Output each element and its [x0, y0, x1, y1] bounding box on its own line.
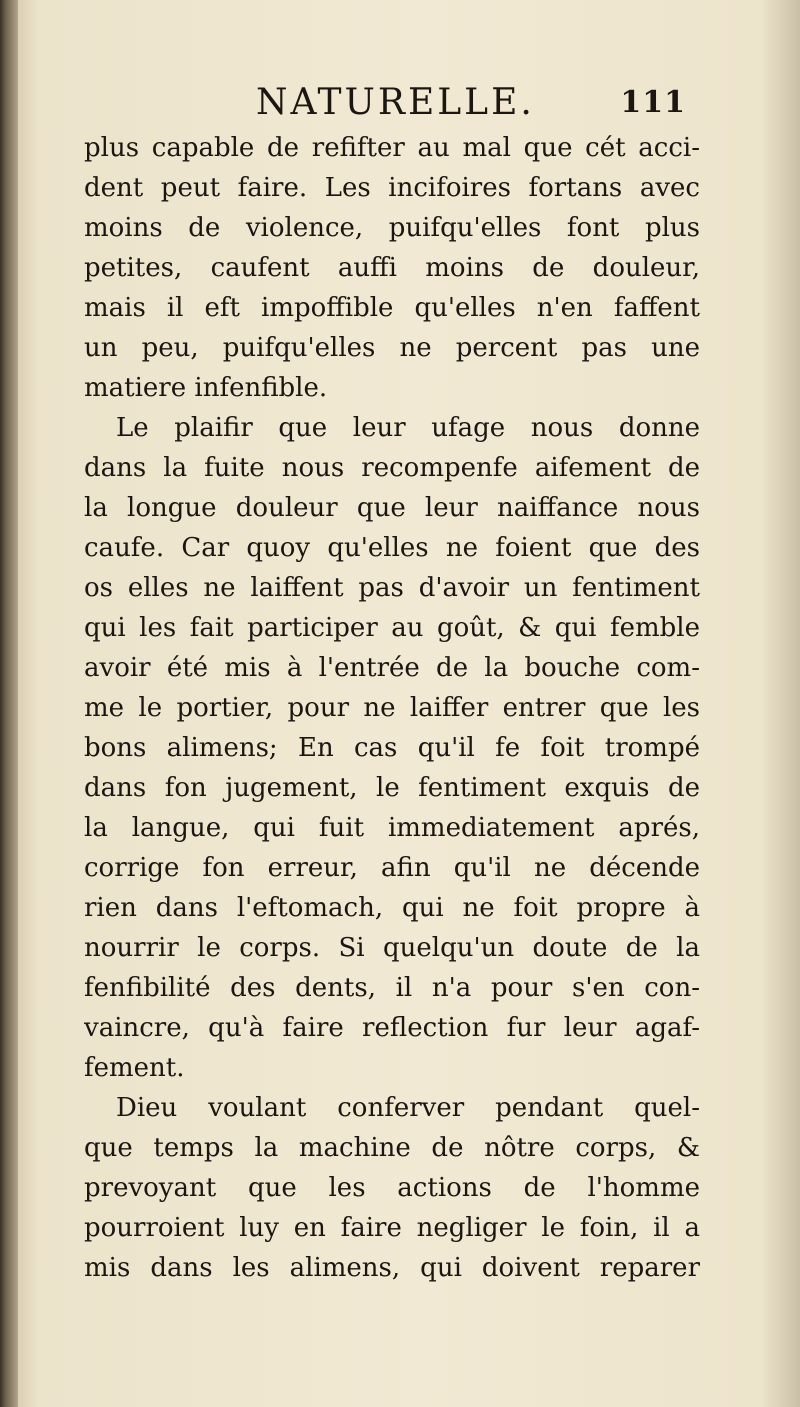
text-line: mis dans les alimens, qui doivent reparer	[84, 1253, 700, 1283]
page-number: 111	[620, 85, 686, 120]
text-line: fement.	[84, 1053, 185, 1083]
body-text	[84, 128, 700, 1288]
text-line: moins de violence, puifqu'elles font plus	[84, 213, 700, 243]
paragraph-3	[84, 1088, 700, 1288]
text-line: bons alimens; En cas qu'il fe foit trompé	[84, 733, 700, 763]
text-line: me le portier, pour ne laiffer entrer que les	[84, 693, 700, 723]
text-line: petites, caufent auffi moins de douleur,	[84, 253, 700, 283]
text-line: avoir été mis à l'entrée de la bouche com-	[84, 653, 700, 683]
text-line: Le plaifir que leur ufage nous donne	[116, 413, 700, 443]
paragraph-2	[84, 408, 700, 1088]
text-line: vaincre, qu'à faire reflection fur leur agaf-	[84, 1013, 700, 1043]
text-line: Dieu voulant conferver pendant quel-	[116, 1093, 700, 1123]
text-line: la langue, qui fuit immediatement aprés,	[84, 813, 700, 843]
text-line: qui les fait participer au goût, & qui femble	[84, 613, 700, 643]
book-spine-shadow	[0, 0, 18, 1407]
page-header	[256, 78, 686, 128]
text-line: un peu, puifqu'elles ne percent pas une	[84, 333, 700, 363]
text-line: caufe. Car quoy qu'elles ne foient que des	[84, 533, 700, 563]
paragraph-1	[84, 128, 700, 408]
text-line: os elles ne laiffent pas d'avoir un fentiment	[84, 573, 700, 603]
text-line: pourroient luy en faire negliger le foin, il a	[84, 1213, 700, 1243]
text-line: que temps la machine de nôtre corps, &	[84, 1133, 700, 1163]
text-line: fenfibilité des dents, il n'a pour s'en con-	[84, 973, 700, 1003]
text-line: dent peut faire. Les incifoires fortans avec	[84, 173, 700, 203]
text-line: corrige fon erreur, afin qu'il ne décende	[84, 853, 700, 883]
text-line: rien dans l'eftomach, qui ne foit propre à	[84, 893, 700, 923]
running-title: NATURELLE.	[256, 82, 535, 123]
text-line: dans la fuite nous recompenfe aifement de	[84, 453, 700, 483]
text-line: la longue douleur que leur naiffance nous	[84, 493, 700, 523]
text-line: dans fon jugement, le fentiment exquis de	[84, 773, 700, 803]
text-line: prevoyant que les actions de l'homme	[84, 1173, 700, 1203]
text-line: plus capable de refifter au mal que cét acci-	[84, 133, 700, 163]
text-line: nourrir le corps. Si quelqu'un doute de la	[84, 933, 700, 963]
text-line: matiere infenfible.	[84, 373, 328, 403]
text-line: mais il eft impoffible qu'elles n'en faffent	[84, 293, 700, 323]
